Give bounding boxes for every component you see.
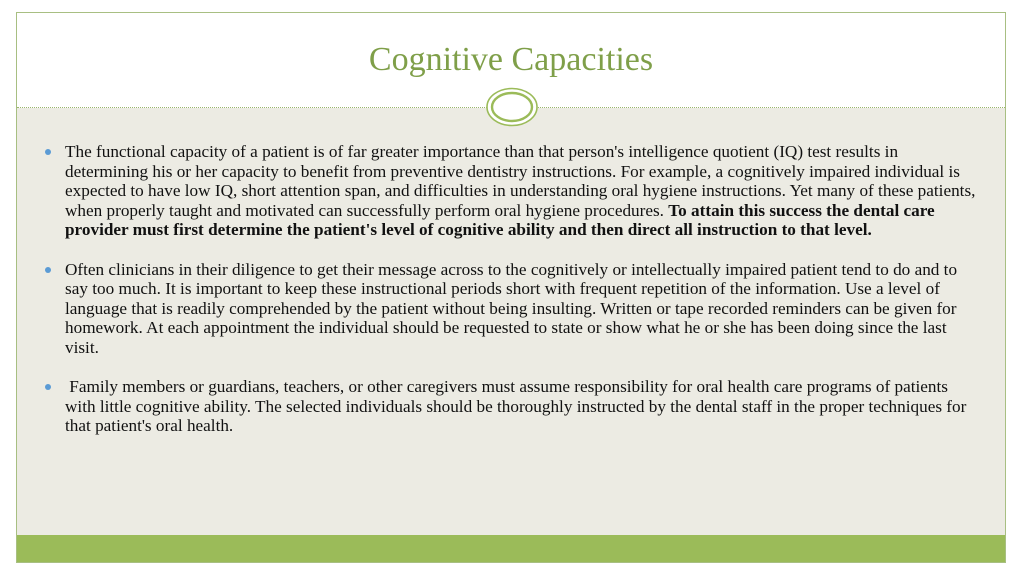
content-area xyxy=(17,108,1005,537)
bullet-text: Often clinicians in their diligence to get their message across to the cognitively or intellectually impaired patient tend to do and to say too much. It is important to keep these instructional periods short with frequent repetition of the information. Use a level of language that is readily comprehended by the patient without being insulting. Written or tape recorded reminders can be given for homework. At each appointment the individual should be requested to state or show what he or she has been doing since the last visit. xyxy=(65,259,958,357)
list-item xyxy=(45,377,980,436)
bullet-icon xyxy=(45,149,51,155)
bullet-text: Family members or guardians, teachers, or other caregivers must assume responsibility for oral health care programs of patients with little cognitive ability. The selected individuals should be thoroughly instructed by the dental staff in the proper techniques for that patient's oral health. xyxy=(65,377,971,435)
slide xyxy=(16,12,1006,563)
bullet-icon xyxy=(45,267,51,273)
double-oval-ornament-icon xyxy=(486,87,538,127)
bullet-text: The functional capacity of a patient is of far greater importance than that person's intelligence quotient (IQ) test results in determining his or her capacity to benefit from preventive dentistry instructions. For example, a cognitively impaired individual is expected to have low IQ, short attention span, and difficulties in understanding oral hygiene instructions. Yet many of these patients, when properly taught and motivated can successfully perform oral hygiene procedures. xyxy=(65,142,976,220)
bottom-accent-band xyxy=(17,535,1005,562)
slide-title: Cognitive Capacities xyxy=(368,41,654,78)
list-item xyxy=(45,260,980,358)
list-item xyxy=(45,142,980,240)
bullet-bold-text: To attain this success the dental care provider must first determine the patient's level of cognitive ability and then direct all instruction to that level. xyxy=(65,200,935,239)
bullet-icon xyxy=(45,384,51,390)
bullet-list xyxy=(45,142,980,456)
